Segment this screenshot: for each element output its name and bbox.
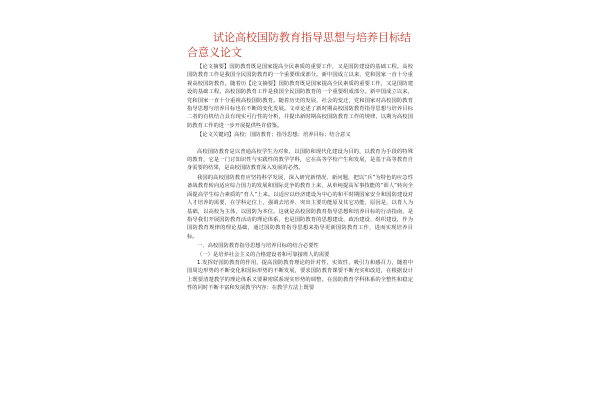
spacer	[187, 141, 413, 148]
section-heading-2: （一）是培养社会主义的合格建设者和可靠接班人的需要	[197, 251, 330, 258]
keywords-paragraph: 【论文关键词】高校；国防教育；指导思想；培养目标；结合意义	[197, 132, 351, 139]
body-paragraph-1: 高校国防教育是以普通高校学生为对象，以国防和现代化建设为目的，以教育为手段的特殊的教育，它是一门讨知识性与实践性的教学学科，它在高等学校产生和发展，是基于高等教育自身需要的结果，是高校国防教育深入发展的必然。	[187, 148, 413, 172]
section-heading-1: 一、高校国防教育指导思想与培养目标的结合必要性	[197, 243, 319, 250]
document-title: 试论高校国防教育指导思想与培养目标结合意义论文	[187, 31, 411, 59]
document-page	[187, 30, 413, 392]
body-paragraph-2: 我国的高校国防教育应坚持科学发展，深入研究新情况、新问题，把以“兵”为特色的应急性备战教育转向适应综合国力的发展和国际竞争的教育上来，从单纯提高军事技能的“训人”转向全面提高学生综合素质的“育人”上来。以适应以经济建设为中心的和平时期国家安全和国防建设对人才培养的需要，在学科定位上，强调去培养、突出主要功能原及其它功能，原因是，以育人为基础，以高校为主体，以国防为本位。这就是高校国防教育指导思想和培养目标的行动指南，是指导我们开展国防教育活动的理论体系，也是国防教育的思想建设、政治建设、组织建设，作为国防教育规律的理论基础，通过国防教育指导思想来指导更新国防教育工作，进而实现培养目标。	[187, 174, 413, 240]
body-paragraph-3: 1.发挥好国防教育的作用，提高国防教育理论的针对性、实效性、吸引力和感召力，随着中国周边形势的不断变化和国际形势的不断发展，要求国防教育课要不断充实和改进，在根据设计上既要清楚教学的理论体系又要紧密联系现实形势的调整。在国防教育学科体系的全整性和稳定性的同时不断丰富和发展教学内容：在教学方法上既要	[187, 259, 413, 292]
abstract-paragraph: 【论文摘要】国防教育既是国家提高全民素质的重要工作，又是国防建设的基础工程。高校国防教育工作是我国全民国防教育的一个重要组成部分。新中国成立以来，党和国家一直十分重视高校国防教育。随着历【论文摘要】国防教育既是国家提高全民素质的重要工作，又是国防建设的基础工程。高校国防教育工作是我国全民国防教育的一个重要组成部分。新中国成立以来，党和国家一直十分重视高校国防教育。随着历史的发展，社会的变迁，党和国家对高校国防教育指导思想与培养目标也在不断的变化发展。文章论述了新时期高校国防教育指导思想与培养目标二者的有机结合具有现实可行性的分析，并提出新时期高校国防教育工作的规律，以期为高校国防教育工作的进一步开展提供些许借鉴。	[187, 64, 413, 129]
